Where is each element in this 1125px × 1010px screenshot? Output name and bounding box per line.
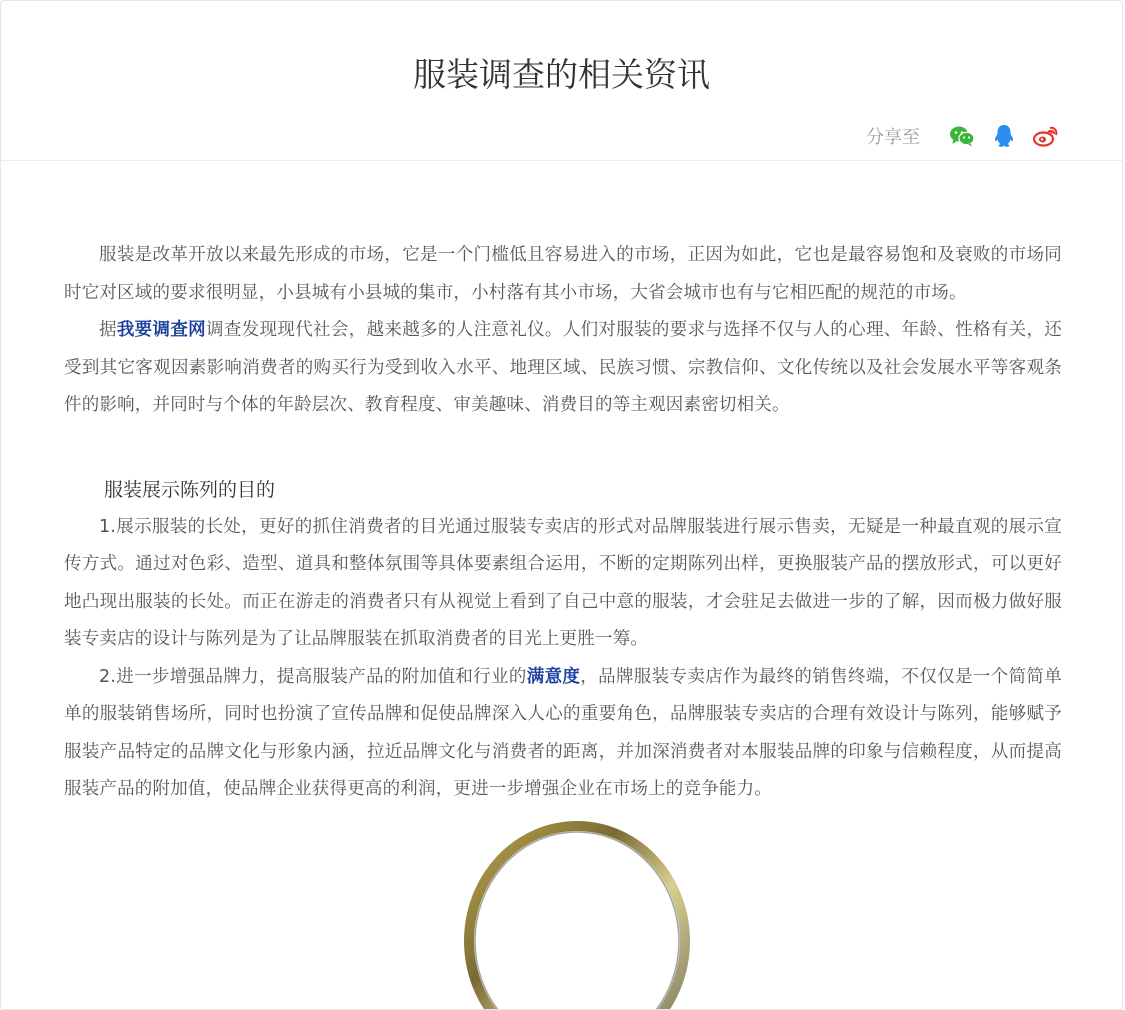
share-bar — [866, 121, 1060, 151]
article-title: 服装调查的相关资讯 — [413, 55, 710, 94]
wechat-icon[interactable] — [948, 122, 976, 150]
paragraph: 服装是改革开放以来最先形成的市场，它是一个门槛低且容易进入的市场，正因为如此，它也是最容易饱和及衰败的市场同时它对区域的要求很明显，小县城有小县城的集市，小村落有其小市场，大省会城市也有与它相匹配的规范的市场。 — [64, 245, 1062, 303]
section-heading: 服装展示陈列的目的 — [104, 478, 276, 501]
satisfaction-link[interactable]: 满意度 — [526, 666, 581, 687]
weibo-icon[interactable] — [1032, 122, 1060, 150]
share-label: 分享至 — [866, 127, 920, 148]
article-body — [64, 237, 1062, 809]
paragraph-text: 2.进一步增强品牌力，提高服装产品的附加值和行业的 — [99, 666, 527, 687]
paragraph — [64, 312, 1062, 425]
paragraph-text: 据 — [99, 320, 117, 340]
article-header — [1, 1, 1122, 161]
paragraph-text: 调查发现现代社会，越来越多的人注意礼仪。人们对服装的要求与选择不仅与人的心理、年龄、性格有关，还受到其它客观因素影响消费者的购买行为受到收入水平、地理区域、民族习惯、宗教信仰、文化传统以及社会发展水平等客观条件的影响，并同时与个体的年龄层次、教育程度、审美趣味、消费目的等主观因素密切相关。 — [64, 320, 1063, 415]
paragraph-text: ，品牌服装专卖店作为最终的销售终端，不仅仅是一个简简单单的服装销售场所，同时也扮演了宣传品牌和促使品牌深入人心的重要角色，品牌服装专卖店的合理有效设计与陈列，能够赋予服装产品特定的品牌文化与形象内涵，拉近品牌文化与消费者的距离，并加深消费者对本服装品牌的印象与信赖程度，从而提高服装产品的附加值，使品牌企业获得更高的利润，更进一步增强企业在市场上的竞争能力。 — [64, 666, 1062, 799]
ring-image — [461, 821, 697, 1010]
survey-site-link[interactable]: 我要调查网 — [116, 320, 207, 340]
paragraph: 1.展示服装的长处，更好的抓住消费者的目光通过服装专卖店的形式对品牌服装进行展示售卖，无疑是一种最直观的展示宣传方式。通过对色彩、造型、道具和整体氛围等具体要素组合运用，不断的定期陈列出样，更换服装产品的摆放形式，可以更好地凸现出服装的长处。而正在游走的消费者只有从视觉上看到了自己中意的服装，才会驻足去做进一步的了解，因而极力做好服装专卖店的设计与陈列是为了让品牌服装在抓取消费者的目光上更胜一筹。 — [64, 516, 1062, 649]
qq-icon[interactable] — [990, 122, 1018, 150]
paragraph — [64, 659, 1062, 809]
